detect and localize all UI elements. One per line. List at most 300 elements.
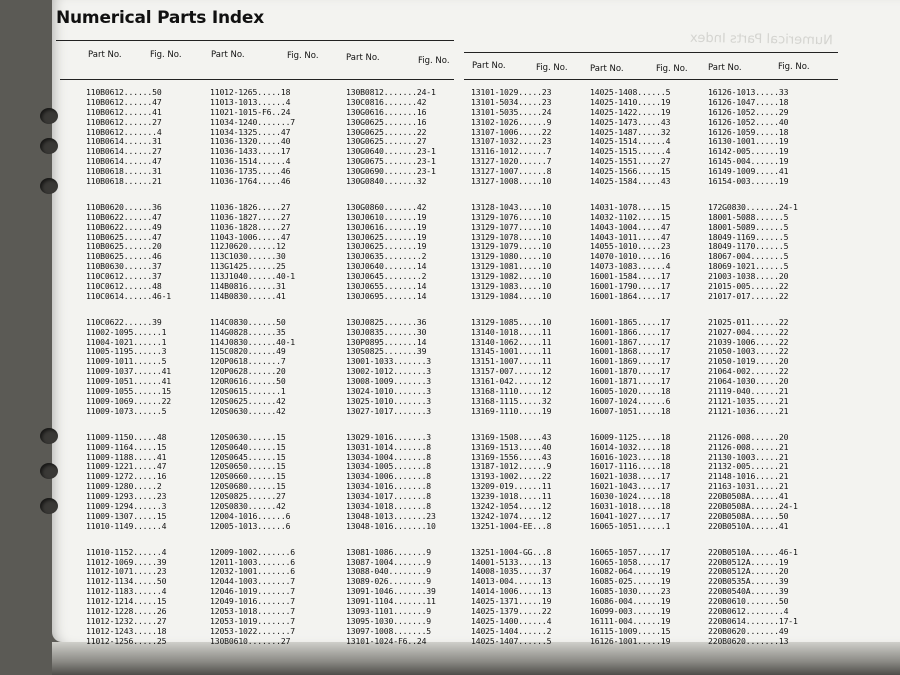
parts-entry: 130S0825.......39 [346,346,427,357]
parts-column [210,88,322,647]
parts-entry: 11036-1828.....27 [210,221,291,232]
parts-entry: 12046-1019.......7 [210,586,296,597]
parts-entry: 220B0508A......24-1 [708,500,798,511]
title-rule [56,40,454,41]
parts-group [590,318,702,417]
parts-group [590,88,702,187]
parts-entry: 12049-1016.......7 [210,596,296,607]
parts-entry: 16115-1009.....15 [590,625,671,636]
parts-entry: 14025-1473.....43 [590,116,671,127]
parts-entry: 12032-1001.......6 [210,566,296,577]
parts-entry: 130B0610.......27 [210,635,291,646]
parts-group [590,548,702,647]
binder-hole [40,463,58,479]
parts-entry: 130J0640.......14 [346,261,427,272]
parts-entry: 13145-1001.....11 [471,346,552,357]
parts-entry: 11036-1827.....27 [210,211,291,222]
parts-entry: 110B0612.......4 [86,126,162,137]
parts-entry: 11012-1134.....50 [86,576,167,587]
parts-entry: 16126-1001.....19 [590,635,671,646]
parts-entry: 16001-1584.....17 [590,271,671,282]
parts-entry: 14070-1010.....16 [590,251,671,262]
parts-entry: 11034-1240.......7 [210,116,296,127]
parts-entry: 130J0625.......19 [346,241,427,252]
parts-group [590,203,702,302]
header-part-no: Part No. [472,61,506,71]
parts-group [210,433,322,532]
parts-entry: 16016-1023.....18 [590,451,671,462]
parts-entry: 220B0508A......50 [708,510,789,521]
parts-entry: 120S0650......15 [210,461,286,472]
parts-entry: 11009-1011......5 [86,356,167,367]
parts-entry: 110B0618......31 [86,166,162,177]
parts-entry: 14025-1400......4 [471,615,552,626]
parts-entry: 114C0830......50 [210,316,286,327]
binder-hole [40,178,58,194]
parts-entry: 13169-1513.....40 [471,441,552,452]
parts-entry: 220B0510A......46-1 [708,546,798,557]
parts-entry: 16021-1038.....17 [590,471,671,482]
header-rule-right [464,79,838,80]
parts-entry: 13034-1016.......8 [346,481,432,492]
parts-entry: 130J0610.......19 [346,211,427,222]
parts-entry: 220B0512A......19 [708,556,789,567]
parts-group [346,548,458,647]
parts-entry: 110B0614......27 [86,146,162,157]
parts-entry: 14013-004......13 [471,576,552,587]
parts-entry: 11009-1150.....48 [86,431,167,442]
parts-entry: 21003-1038.....20 [708,271,789,282]
parts-entry: 11009-1280.....2 [86,481,162,492]
parts-group [346,203,458,302]
parts-entry: 16149-1009.....41 [708,166,789,177]
parts-entry: 18049-1170......5 [708,241,789,252]
parts-entry: 14055-1010.....23 [590,241,671,252]
parts-entry: 13193-1002.....22 [471,471,552,482]
parts-entry: 220B0508A......41 [708,491,789,502]
parts-entry: 110B0618......21 [86,176,162,187]
parts-entry: 110C0612......48 [86,281,162,292]
parts-entry: 13101-1024-F6..24 [346,635,427,646]
parts-entry: 16154-003......19 [708,176,789,187]
parts-entry: 110B0612......50 [86,87,162,97]
parts-entry: 14025-1404......2 [471,625,552,636]
parts-entry: 13129-1081.....10 [471,261,552,272]
parts-entry: 13027-1017.......3 [346,405,432,416]
parts-entry: 11009-1055......15 [86,386,172,397]
parts-entry: 120R0616......50 [210,376,286,387]
parts-entry: 110B0630......37 [86,261,162,272]
parts-entry: 113C1030......30 [210,251,286,262]
header-part-no: Part No. [708,63,742,73]
parts-entry: 13129-1078.....10 [471,231,552,242]
parts-entry: 11013-1013......4 [210,96,291,107]
parts-entry: 120S0630......15 [210,431,286,442]
parts-entry: 11010-1152......4 [86,546,167,557]
header-fig-no: Fig. No. [536,63,568,73]
parts-group [86,88,198,187]
parts-entry: 13048-1016.......10 [346,520,436,531]
parts-entry: 11012-1256.....25 [86,635,167,646]
parts-entry: 11012-1183......4 [86,586,167,597]
parts-group [708,318,820,417]
parts-group [471,548,583,647]
parts-entry: 13169-1508.....43 [471,431,552,442]
parts-entry: 130G0840.......32 [346,176,427,187]
parts-group [471,88,583,187]
parts-entry: 130J0695.......14 [346,290,427,301]
parts-group [86,433,198,532]
parts-entry: 16001-1865.....17 [590,316,671,327]
parts-entry: 11036-1433.....17 [210,146,291,157]
parts-entry: 130G0625.......27 [346,136,427,147]
show-through-title: Numerical Parts Index [689,30,833,49]
parts-entry: 16065-1051......1 [590,520,671,531]
parts-entry: 11009-1069......22 [86,395,172,406]
parts-entry: 18069-1021......5 [708,261,789,272]
parts-entry: 16001-1871.....17 [590,376,671,387]
parts-entry: 21039-1006.....22 [708,336,789,347]
parts-entry: 12004-1016......6 [210,510,291,521]
parts-entry: 13087-1004.......9 [346,556,432,567]
parts-entry: 13093-1101.......9 [346,605,432,616]
parts-entry: 220B0510A......41 [708,520,789,531]
parts-entry: 13029-1016.......3 [346,431,432,442]
parts-entry: 16009-1125.....18 [590,431,671,442]
parts-entry: 14025-1487.....32 [590,126,671,137]
parts-entry: 120S0660......15 [210,471,286,482]
parts-entry: 11005-1195......3 [86,346,167,357]
parts-entry: 110B0622......47 [86,211,162,222]
parts-entry: 13251-1004-EE...8 [471,520,552,531]
parts-entry: 11012-1228.....26 [86,605,167,616]
parts-entry: 13239-1018.....11 [471,491,552,502]
parts-entry: 220B0610.......50 [708,596,789,607]
parts-entry: 14001-5133.....13 [471,556,552,567]
parts-entry: 16014-1032.....18 [590,441,671,452]
parts-entry: 11002-1095......1 [86,326,167,337]
header-fig-no: Fig. No. [287,51,319,61]
parts-entry: 18001-5088......5 [708,211,789,222]
parts-entry: 14025-1515......4 [590,146,671,157]
parts-entry: 21132-005......21 [708,461,789,472]
parts-entry: 112J0620......12 [210,241,286,252]
parts-entry: 13001-1033.......3 [346,356,432,367]
parts-column [590,88,702,647]
page-edge-shadow [52,642,900,675]
parts-entry: 16082-064......19 [590,566,671,577]
page-title: Numerical Parts Index [56,8,264,28]
parts-entry: 21119-040......21 [708,386,789,397]
parts-entry: 130G0690.......23-1 [346,166,436,177]
parts-entry: 120S0615.......1 [210,386,286,397]
parts-entry: 11009-1073......5 [86,405,167,416]
parts-entry: 14025-1408......5 [590,87,671,97]
parts-entry: 13002-1012.......3 [346,366,432,377]
parts-entry: 13034-1004.......8 [346,451,432,462]
parts-entry: 16001-1867.....17 [590,336,671,347]
parts-entry: 110B0620......36 [86,201,162,212]
parts-entry: 11009-1037......41 [86,366,172,377]
parts-group [210,318,322,417]
parts-entry: 12011-1003.......6 [210,556,296,567]
parts-entry: 13169-1556.....43 [471,451,552,462]
parts-entry: 14025-1371.....19 [471,596,552,607]
parts-entry: 110B0614......31 [86,136,162,147]
parts-entry: 16005-1020.....18 [590,386,671,397]
parts-entry: 16001-1866.....17 [590,326,671,337]
parts-column [708,88,820,647]
parts-entry: 11009-1051......41 [86,376,172,387]
parts-group [210,88,322,187]
parts-entry: 130J0835.......30 [346,326,427,337]
parts-entry: 14025-1407......5 [471,635,552,646]
parts-entry: 220B0535A......39 [708,576,789,587]
parts-entry: 13128-1043.....10 [471,201,552,212]
parts-entry: 12009-1002.......6 [210,546,296,557]
parts-entry: 21015-005......22 [708,281,789,292]
parts-entry: 13242-1054.....12 [471,500,552,511]
parts-entry: 11009-1164.....15 [86,441,167,452]
parts-entry: 220B0512A......20 [708,566,789,577]
parts-entry: 14025-1551.....27 [590,156,671,167]
parts-entry: 16065-1057.....17 [590,546,671,557]
parts-entry: 110B0612......27 [86,116,162,127]
parts-entry: 110C0612......37 [86,271,162,282]
parts-entry: 11021-1015-F6..24 [210,106,291,117]
parts-group [708,548,820,647]
parts-entry: 13088-040........9 [346,566,432,577]
parts-entry: 13101-5035.....24 [471,106,552,117]
parts-entry: 13034-1018.......8 [346,500,432,511]
parts-entry: 120P0618.......7 [210,356,286,367]
parts-entry: 130G0675.......23-1 [346,156,436,167]
parts-entry: 120S0630......42 [210,405,286,416]
binder-hole [40,108,58,124]
parts-entry: 12053-1019.......7 [210,615,296,626]
parts-entry: 114B0830......41 [210,290,286,301]
parts-entry: 16001-1870.....17 [590,366,671,377]
parts-group [210,548,322,647]
parts-group [86,203,198,302]
parts-group [346,318,458,417]
parts-entry: 220B0620.......13 [708,635,789,646]
parts-entry: 14025-1584.....43 [590,176,671,187]
parts-entry: 130G0640.......23-1 [346,146,436,157]
parts-entry: 11004-1021......1 [86,336,167,347]
parts-entry: 14025-1514......4 [590,136,671,147]
parts-entry: 110B0612......47 [86,96,162,107]
parts-entry: 13024-1010.......3 [346,386,432,397]
parts-entry: 21017-017......22 [708,290,789,301]
parts-entry: 120S0625......42 [210,395,286,406]
header-part-no: Part No. [346,53,380,63]
parts-entry: 21064-1030.....20 [708,376,789,387]
parts-entry: 120S0825......27 [210,491,286,502]
parts-entry: 13161-042......12 [471,376,552,387]
parts-entry: 16007-1024......6 [590,395,671,406]
parts-entry: 13101-1029.....23 [471,87,552,97]
parts-entry: 16126-1047.....18 [708,96,789,107]
header-fig-no: Fig. No. [418,56,450,66]
parts-column [346,88,458,647]
parts-entry: 172G0830.......24-1 [708,201,798,212]
parts-entry: 13031-1014.......8 [346,441,432,452]
parts-column [471,88,583,647]
parts-entry: 14043-1004.....47 [590,221,671,232]
parts-entry: 11012-1069.....39 [86,556,167,567]
parts-entry: 11009-1221.....47 [86,461,167,472]
parts-entry: 16126-1052.....40 [708,116,789,127]
parts-entry: 16017-1116.....18 [590,461,671,472]
parts-group [210,203,322,302]
parts-entry: 14025-1379.....22 [471,605,552,616]
parts-entry: 130B0812.......24-1 [346,87,436,97]
parts-entry: 13129-1082.....10 [471,271,552,282]
parts-entry: 130G0625.......16 [346,116,427,127]
parts-entry: 16085-025......19 [590,576,671,587]
parts-entry: 13091-1046.......39 [346,586,436,597]
parts-entry: 13127-1007......8 [471,166,552,177]
parts-entry: 14032-1102.....15 [590,211,671,222]
parts-entry: 13048-1013.......23 [346,510,436,521]
parts-group [346,433,458,532]
parts-entry: 16001-1864.....17 [590,290,671,301]
parts-entry: 13140-1062.....11 [471,336,552,347]
parts-entry: 220B0614.......17-1 [708,615,798,626]
parts-entry: 11036-1764.....46 [210,176,291,187]
parts-entry: 11009-1272.....16 [86,471,167,482]
parts-group [471,433,583,532]
parts-entry: 11012-1214.....15 [86,596,167,607]
parts-entry: 12005-1013......6 [210,520,291,531]
parts-entry: 16111-004......19 [590,615,671,626]
parts-group [86,318,198,417]
header-fig-no: Fig. No. [778,62,810,72]
parts-group [471,203,583,302]
parts-entry: 16001-1790.....17 [590,281,671,292]
parts-entry: 120S0645......15 [210,451,286,462]
parts-column [86,88,198,647]
parts-entry: 16041-1027.....17 [590,510,671,521]
parts-entry: 13129-1083.....10 [471,281,552,292]
parts-entry: 113J1040......40-1 [210,271,296,282]
header-part-no: Part No. [211,50,245,60]
parts-group [86,548,198,647]
parts-entry: 12053-1018.......7 [210,605,296,616]
parts-entry: 11012-1071.....23 [86,566,167,577]
parts-entry: 13101-5034.....23 [471,96,552,107]
parts-entry: 21050-1003.....22 [708,346,789,357]
parts-entry: 114G0828......35 [210,326,286,337]
parts-entry: 130J0825.......36 [346,316,427,327]
parts-entry: 130J0655.......14 [346,281,427,292]
parts-entry: 11012-1243.....18 [86,625,167,636]
parts-entry: 13095-1030.......9 [346,615,432,626]
parts-entry: 16007-1051.....18 [590,405,671,416]
parts-entry: 13157-007......12 [471,366,552,377]
parts-entry: 14025-1422.....19 [590,106,671,117]
parts-entry: 11012-1265.....18 [210,87,291,97]
parts-entry: 114B0816......31 [210,281,286,292]
parts-entry: 13008-1009.......3 [346,376,432,387]
parts-entry: 13102-1026......9 [471,116,552,127]
parts-entry: 115C0820......49 [210,346,286,357]
parts-entry: 21130-1003.....21 [708,451,789,462]
parts-group [708,433,820,532]
header-part-no: Part No. [88,50,122,60]
parts-entry: 110B0612......41 [86,106,162,117]
parts-entry: 130J0625.......19 [346,231,427,242]
parts-entry: 13187-1012......9 [471,461,552,472]
parts-entry: 13081-1086.......9 [346,546,432,557]
header-part-no: Part No. [590,64,624,74]
parts-entry: 130J0635........2 [346,251,427,262]
parts-entry: 14031-1078.....15 [590,201,671,212]
parts-entry: 11036-1826.....27 [210,201,291,212]
parts-entry: 220B0540A......39 [708,586,789,597]
parts-entry: 11009-1294......3 [86,500,167,511]
header-fig-no: Fig. No. [150,50,182,60]
parts-entry: 130C0816.......42 [346,96,427,107]
parts-entry: 21126-008......20 [708,431,789,442]
parts-entry: 13129-1084.....10 [471,290,552,301]
parts-entry: 110B0625......20 [86,241,162,252]
parts-entry: 16142-005......19 [708,146,789,157]
parts-entry: 13151-1007.....11 [471,356,552,367]
binder-hole [40,498,58,514]
header-rule-left [60,79,454,80]
parts-entry: 11036-1320.....40 [210,136,291,147]
parts-entry: 16099-003......19 [590,605,671,616]
parts-entry: 130G0860.......42 [346,201,427,212]
parts-group [590,433,702,532]
parts-entry: 11010-1149......4 [86,520,167,531]
parts-entry: 130J0645........2 [346,271,427,282]
parts-entry: 21064-002......22 [708,366,789,377]
parts-entry: 13127-1008.....10 [471,176,552,187]
parts-group [708,88,820,187]
parts-entry: 18067-004.......5 [708,251,789,262]
parts-entry: 16001-1869.....17 [590,356,671,367]
parts-entry: 13107-1006.....22 [471,126,552,137]
parts-group [346,88,458,187]
parts-entry: 11036-1735.....46 [210,166,291,177]
parts-entry: 120S0680......15 [210,481,286,492]
parts-entry: 16126-1013.....33 [708,87,789,97]
parts-entry: 21148-1016.....21 [708,471,789,482]
parts-entry: 130G0616.......16 [346,106,427,117]
parts-entry: 21027-004......22 [708,326,789,337]
parts-entry: 11043-1006.....47 [210,231,291,242]
binder-hole [40,428,58,444]
header-fig-no: Fig. No. [656,64,688,74]
parts-entry: 220B0612........4 [708,605,789,616]
parts-entry: 114J0830......40-1 [210,336,296,347]
parts-entry: 13168-1110.....12 [471,386,552,397]
parts-entry: 110B0625......47 [86,231,162,242]
parts-entry: 13140-1018.....11 [471,326,552,337]
parts-entry: 21126-008......21 [708,441,789,452]
parts-entry: 13089-026........9 [346,576,432,587]
parts-entry: 21163-1031.....21 [708,481,789,492]
parts-entry: 130P0895.......14 [346,336,427,347]
parts-entry: 130J0616.......19 [346,221,427,232]
parts-entry: 16085-1030.....23 [590,586,671,597]
parts-entry: 11009-1307.....15 [86,510,167,521]
parts-entry: 13034-1005.......8 [346,461,432,472]
parts-entry: 113G1425......25 [210,261,286,272]
